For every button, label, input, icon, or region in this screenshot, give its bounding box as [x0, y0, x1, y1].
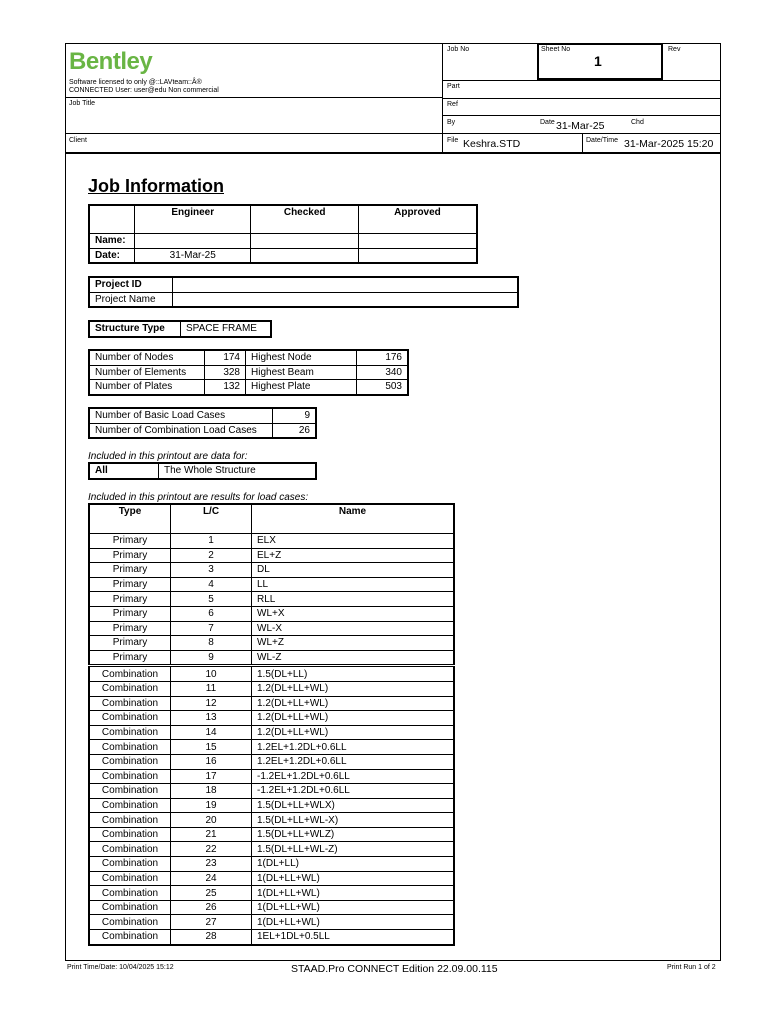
- table-cell: Combination: [89, 915, 171, 930]
- table-row: [89, 886, 454, 901]
- row-label: All: [89, 463, 159, 479]
- table-cell: 1.2(DL+LL+WL): [252, 725, 455, 740]
- row-label: Number of Nodes: [89, 350, 205, 365]
- table-cell: Combination: [89, 798, 171, 813]
- table-cell: 8: [171, 636, 252, 651]
- job-no-label: Job No: [447, 46, 470, 53]
- table-cell: 1.5(DL+LL+WL-X): [252, 813, 455, 828]
- table-cell: 26: [273, 423, 317, 438]
- table-cell: Combination: [89, 769, 171, 784]
- table-cell: Combination: [89, 857, 171, 872]
- table-cell: Combination: [89, 754, 171, 769]
- table-cell: WL-Z: [252, 650, 455, 666]
- table-cell: -1.2EL+1.2DL+0.6LL: [252, 769, 455, 784]
- table-cell: 25: [171, 886, 252, 901]
- table-cell: 17: [171, 769, 252, 784]
- table-cell: [358, 234, 477, 249]
- table-cell: Primary: [89, 577, 171, 592]
- table-cell: 9: [171, 650, 252, 666]
- table-cell: 28: [171, 930, 252, 945]
- table-cell: Combination: [89, 813, 171, 828]
- table-cell: 4: [171, 577, 252, 592]
- row-label: Highest Node: [246, 350, 357, 365]
- table-cell: WL-X: [252, 621, 455, 636]
- header-divider: [442, 115, 721, 116]
- table-row: [89, 857, 454, 872]
- table-row: [89, 666, 454, 682]
- table-cell: 14: [171, 725, 252, 740]
- table-cell: 31-Mar-25: [135, 248, 251, 263]
- table-cell: Primary: [89, 650, 171, 666]
- table-cell: Combination: [89, 740, 171, 755]
- row-label: Name:: [89, 234, 135, 249]
- table-cell: 1(DL+LL+WL): [252, 871, 455, 886]
- table-cell: 1.2(DL+LL+WL): [252, 711, 455, 726]
- table-cell: The Whole Structure: [159, 463, 317, 479]
- header-divider: [65, 133, 721, 134]
- load-case-count-table: [88, 407, 317, 439]
- table-cell: 26: [171, 900, 252, 915]
- file-value: Keshra.STD: [463, 138, 521, 150]
- header-divider: [442, 80, 721, 81]
- table-row: [89, 871, 454, 886]
- license-line: CONNECTED User: user@edu Non commercial: [69, 87, 219, 94]
- table-cell: 18: [171, 784, 252, 799]
- table-row: [89, 696, 454, 711]
- row-label: Date:: [89, 248, 135, 263]
- table-cell: Combination: [89, 900, 171, 915]
- row-label: Number of Plates: [89, 380, 205, 395]
- table-cell: Primary: [89, 636, 171, 651]
- table-cell: 1EL+1DL+0.5LL: [252, 930, 455, 945]
- table-row: [89, 563, 454, 578]
- table-row: [89, 650, 454, 666]
- part-label: Part: [447, 83, 460, 90]
- table-cell: 1.2EL+1.2DL+0.6LL: [252, 740, 455, 755]
- table-cell: Combination: [89, 696, 171, 711]
- row-label: Project ID: [89, 277, 173, 292]
- included-data-table: [88, 462, 317, 480]
- table-row: [89, 769, 454, 784]
- table-cell: [251, 234, 358, 249]
- table-cell: [173, 292, 519, 307]
- table-cell: Combination: [89, 711, 171, 726]
- table-header: L/C: [171, 504, 252, 534]
- load-cases-caption: Included in this printout are results for load cases:: [88, 492, 309, 503]
- table-cell: Primary: [89, 563, 171, 578]
- structure-type-table: [88, 320, 272, 338]
- table-cell: Combination: [89, 666, 171, 682]
- page-title: Job Information: [88, 176, 224, 196]
- table-cell: 1.2(DL+LL+WL): [252, 696, 455, 711]
- table-cell: 22: [171, 842, 252, 857]
- date-label: Date: [540, 119, 555, 126]
- file-label: File: [447, 137, 459, 144]
- row-label: Number of Basic Load Cases: [89, 408, 273, 423]
- table-cell: Primary: [89, 548, 171, 563]
- table-cell: Primary: [89, 621, 171, 636]
- table-cell: [135, 234, 251, 249]
- load-cases-table: [88, 503, 455, 946]
- table-cell: 503: [357, 380, 409, 395]
- table-cell: 340: [357, 365, 409, 380]
- table-cell: Combination: [89, 871, 171, 886]
- table-cell: Combination: [89, 827, 171, 842]
- table-cell: 20: [171, 813, 252, 828]
- table-cell: [173, 277, 519, 292]
- table-row: [89, 915, 454, 930]
- table-row: [89, 784, 454, 799]
- table-cell: 3: [171, 563, 252, 578]
- table-cell: 13: [171, 711, 252, 726]
- table-cell: [251, 248, 358, 263]
- table-row: [89, 754, 454, 769]
- table-cell: 21: [171, 827, 252, 842]
- table-cell: 1.5(DL+LL): [252, 666, 455, 682]
- table-cell: 6: [171, 606, 252, 621]
- print-run: Print Run 1 of 2: [667, 964, 716, 971]
- edition: STAAD.Pro CONNECT Edition 22.09.00.115: [291, 963, 498, 975]
- table-cell: 1.5(DL+LL+WLX): [252, 798, 455, 813]
- table-row: [89, 577, 454, 592]
- table-cell: 15: [171, 740, 252, 755]
- table-row: [89, 725, 454, 740]
- table-cell: 174: [205, 350, 246, 365]
- table-row: [89, 606, 454, 621]
- table-row: [89, 900, 454, 915]
- table-cell: 7: [171, 621, 252, 636]
- table-cell: Combination: [89, 681, 171, 696]
- table-row: [89, 930, 454, 945]
- row-label: Number of Elements: [89, 365, 205, 380]
- table-cell: 1(DL+LL+WL): [252, 900, 455, 915]
- datetime-value: 31-Mar-2025 15:20: [624, 138, 714, 150]
- license-line: Software licensed to only @::LAVteam::Â®: [69, 79, 202, 86]
- table-cell: Combination: [89, 842, 171, 857]
- table-row: [89, 740, 454, 755]
- table-cell: DL: [252, 563, 455, 578]
- table-cell: 19: [171, 798, 252, 813]
- rev-label: Rev: [668, 46, 681, 53]
- project-table: [88, 276, 519, 308]
- table-cell: 27: [171, 915, 252, 930]
- table-cell: EL+Z: [252, 548, 455, 563]
- table-cell: 1.2EL+1.2DL+0.6LL: [252, 754, 455, 769]
- table-header: [89, 205, 135, 234]
- table-cell: 1.2(DL+LL+WL): [252, 681, 455, 696]
- table-cell: 16: [171, 754, 252, 769]
- table-cell: WL+Z: [252, 636, 455, 651]
- table-cell: [358, 248, 477, 263]
- table-header: Approved: [358, 205, 477, 234]
- table-row: [89, 548, 454, 563]
- table-cell: 10: [171, 666, 252, 682]
- table-cell: -1.2EL+1.2DL+0.6LL: [252, 784, 455, 799]
- table-cell: Primary: [89, 592, 171, 607]
- by-label: By: [447, 119, 456, 126]
- table-cell: 1.5(DL+LL+WLZ): [252, 827, 455, 842]
- table-cell: 328: [205, 365, 246, 380]
- table-cell: 132: [205, 380, 246, 395]
- table-header: Engineer: [135, 205, 251, 234]
- sheet-no-value: 1: [594, 53, 602, 69]
- table-row: [89, 592, 454, 607]
- table-row: [89, 681, 454, 696]
- table-cell: Combination: [89, 930, 171, 945]
- table-row: [89, 798, 454, 813]
- row-label: Structure Type: [89, 321, 181, 337]
- row-label: Project Name: [89, 292, 173, 307]
- header-divider: [582, 133, 583, 152]
- table-cell: 176: [357, 350, 409, 365]
- print-time: Print Time/Date: 10/04/2025 15:12: [67, 964, 174, 971]
- table-header: Checked: [251, 205, 358, 234]
- signoff-table: [88, 204, 478, 264]
- client-label: Client: [69, 137, 87, 144]
- table-row: [89, 827, 454, 842]
- ref-label: Ref: [447, 101, 458, 108]
- bentley-logo: Bentley: [69, 48, 153, 75]
- table-row: [89, 842, 454, 857]
- table-cell: WL+X: [252, 606, 455, 621]
- sheet-no-label: Sheet No: [541, 46, 571, 53]
- table-cell: ELX: [252, 534, 455, 549]
- job-title-label: Job Title: [69, 100, 96, 107]
- row-label: Number of Combination Load Cases: [89, 423, 273, 438]
- table-cell: 1(DL+LL+WL): [252, 915, 455, 930]
- table-cell: 1(DL+LL+WL): [252, 886, 455, 901]
- table-cell: 23: [171, 857, 252, 872]
- table-row: [89, 636, 454, 651]
- table-row: [89, 621, 454, 636]
- table-cell: RLL: [252, 592, 455, 607]
- table-cell: 24: [171, 871, 252, 886]
- table-header: Name: [252, 504, 455, 534]
- table-row: [89, 813, 454, 828]
- table-cell: 5: [171, 592, 252, 607]
- table-cell: 1(DL+LL): [252, 857, 455, 872]
- table-cell: Primary: [89, 534, 171, 549]
- included-data-caption: Included in this printout are data for:: [88, 451, 248, 462]
- table-cell: SPACE FRAME: [181, 321, 272, 337]
- header-divider: [442, 98, 721, 99]
- table-cell: 9: [273, 408, 317, 423]
- table-row: [89, 711, 454, 726]
- table-cell: LL: [252, 577, 455, 592]
- table-cell: Combination: [89, 725, 171, 740]
- header-divider: [65, 97, 442, 98]
- table-cell: Combination: [89, 886, 171, 901]
- table-cell: Primary: [89, 606, 171, 621]
- table-cell: 11: [171, 681, 252, 696]
- datetime-label: Date/Time: [586, 137, 619, 144]
- header-divider: [65, 152, 721, 154]
- table-cell: 12: [171, 696, 252, 711]
- date-value: 31-Mar-25: [556, 120, 605, 132]
- table-cell: 1.5(DL+LL+WL-Z): [252, 842, 455, 857]
- table-row: [89, 534, 454, 549]
- table-cell: 2: [171, 548, 252, 563]
- table-cell: Combination: [89, 784, 171, 799]
- counts-table: [88, 349, 409, 396]
- chd-label: Chd: [631, 119, 644, 126]
- table-cell: 1: [171, 534, 252, 549]
- row-label: Highest Plate: [246, 380, 357, 395]
- row-label: Highest Beam: [246, 365, 357, 380]
- table-header: Type: [89, 504, 171, 534]
